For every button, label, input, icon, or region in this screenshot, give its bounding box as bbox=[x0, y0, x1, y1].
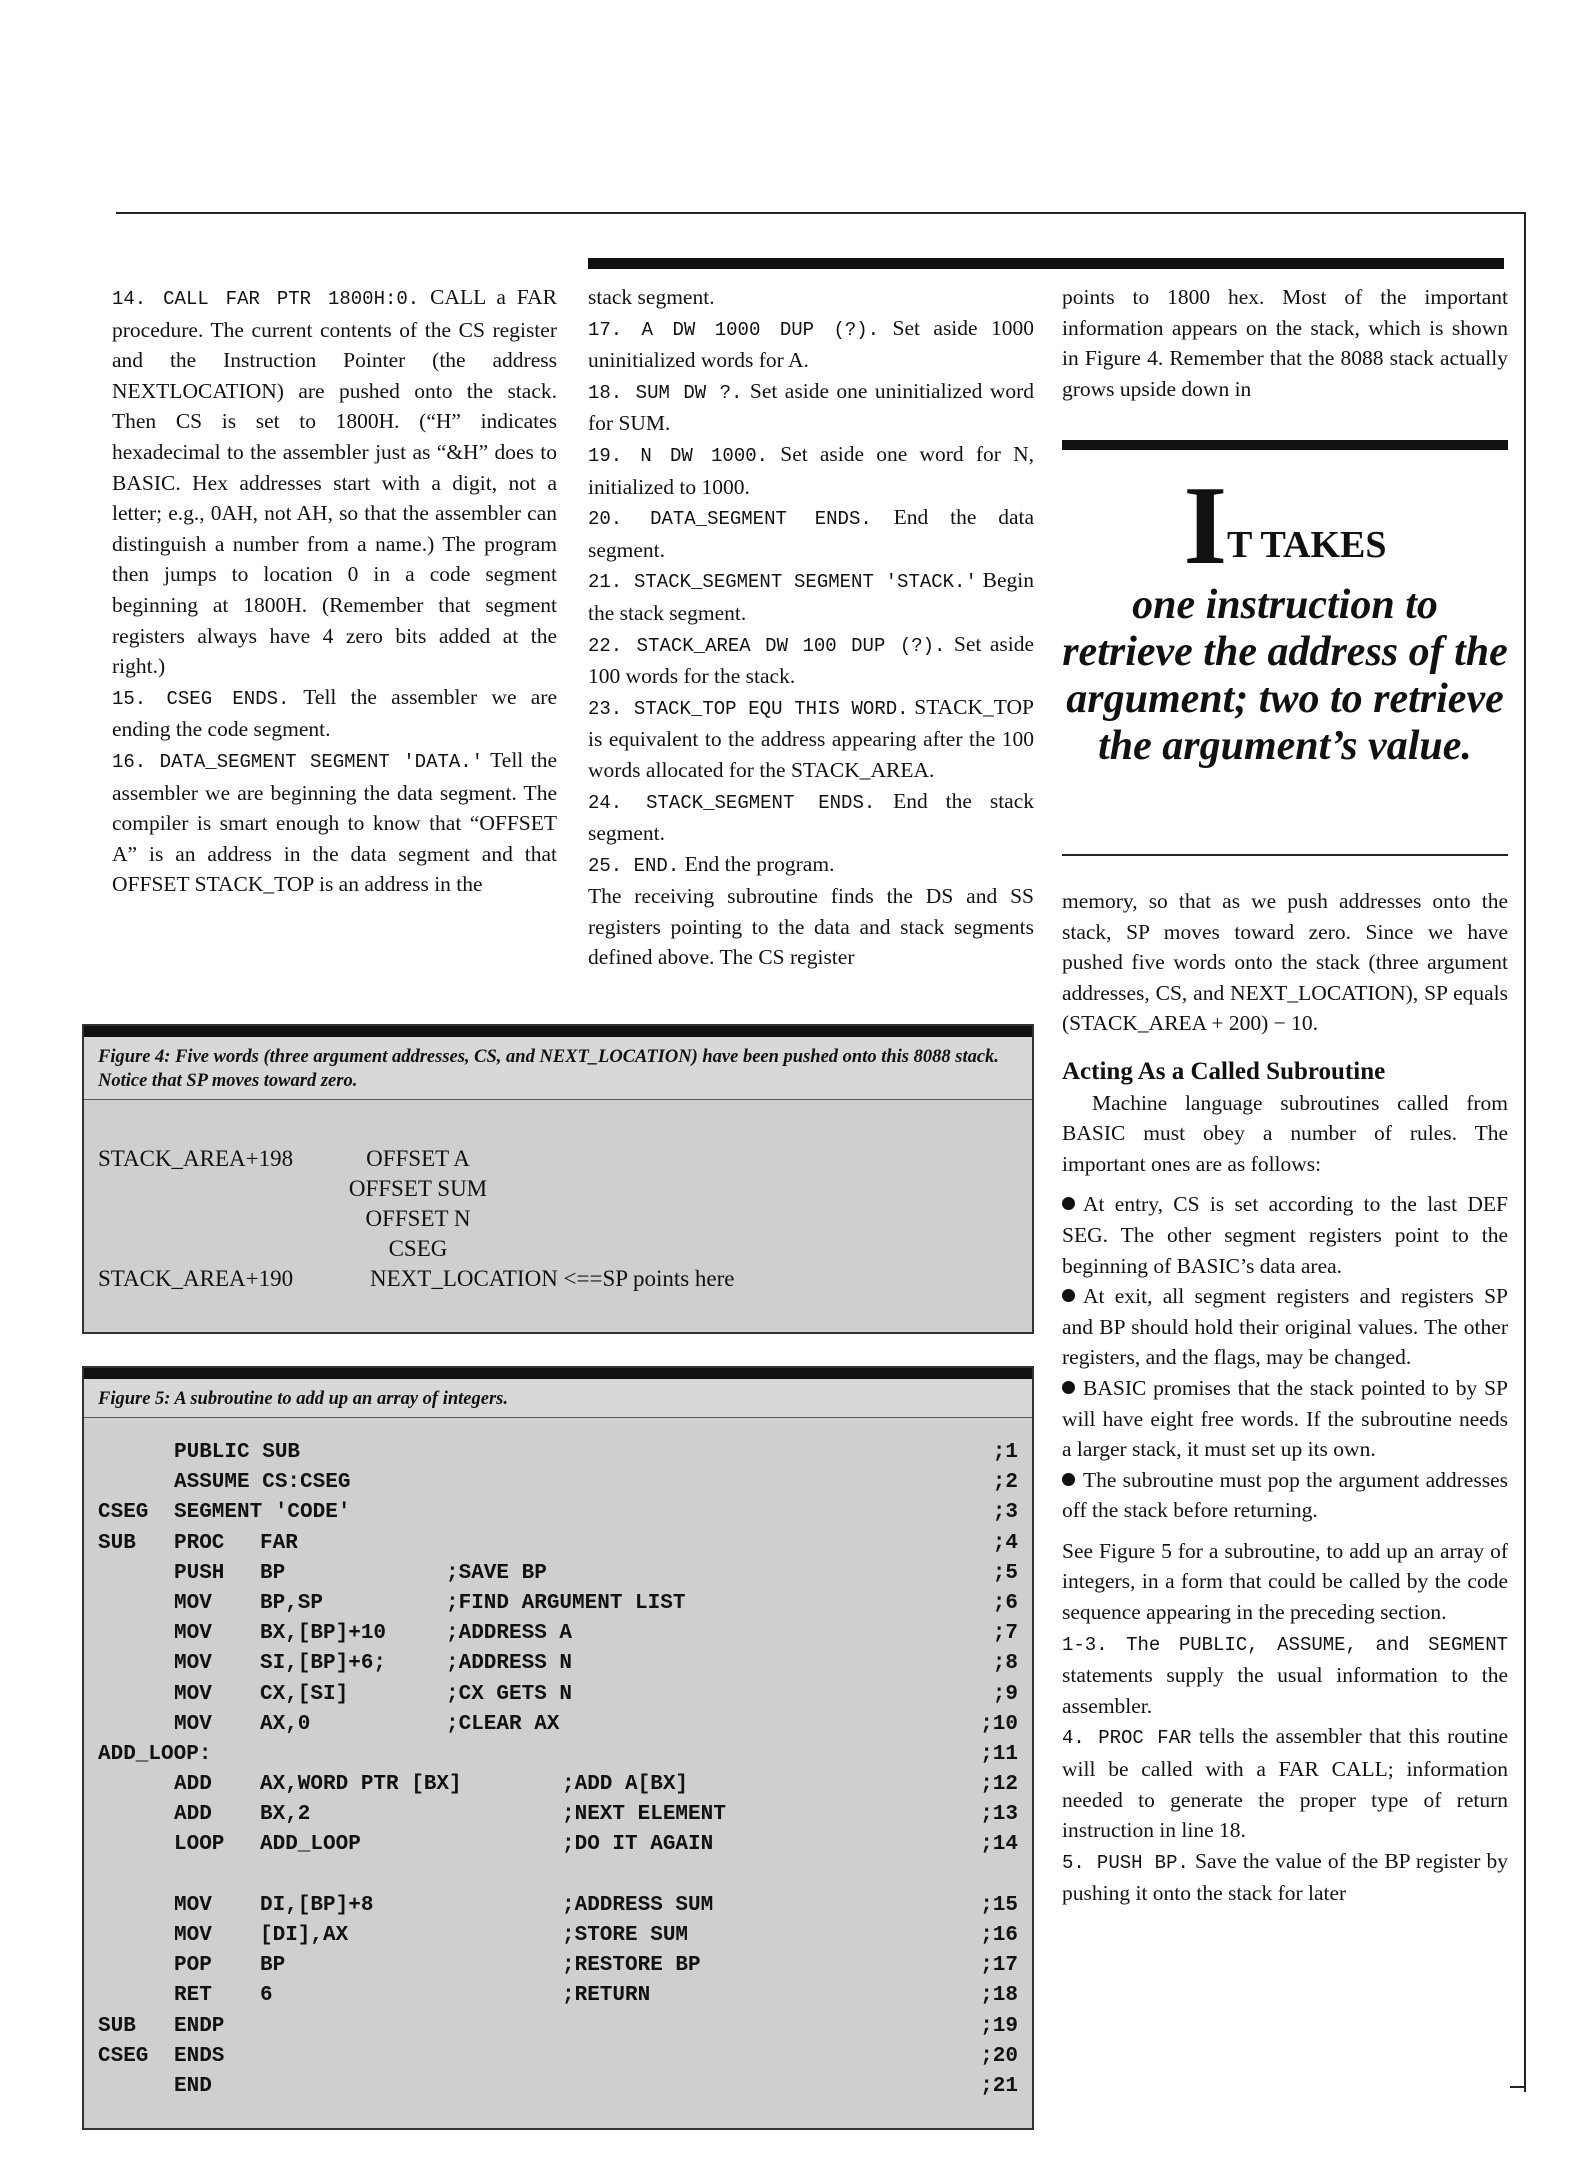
code-operands: BP,SP bbox=[260, 1591, 324, 1615]
code-line-number: ;6 bbox=[992, 1591, 1018, 1615]
code-opcode: PUBLIC SUB bbox=[174, 1441, 301, 1464]
page-bottom-rule bbox=[1510, 2086, 1526, 2088]
code-operands: BP bbox=[260, 1954, 286, 1978]
code-line bbox=[98, 1800, 1018, 1830]
rule-bullet-3: BASIC promises that the stack pointed to by SP will have eight free words. If the subroutine needs a larger stack, it must set up its own. bbox=[1062, 1375, 1508, 1462]
code-opcode: SEGMENT 'CODE' bbox=[174, 1501, 351, 1525]
code-line-number: ;17 bbox=[980, 1954, 1018, 1978]
code-opcode: MOV bbox=[174, 1622, 212, 1646]
code-operands: CX,[SI] bbox=[260, 1682, 349, 1706]
figure-5-caption: Figure 5: A subroutine to add up an array of integers. bbox=[84, 1379, 1032, 1418]
bullet-icon bbox=[1062, 1289, 1075, 1302]
continued-text: stack segment. bbox=[588, 285, 715, 309]
article-column-1 bbox=[112, 282, 557, 900]
code-opcode: MOV bbox=[174, 1682, 212, 1706]
code-comment: ;CX GETS N bbox=[446, 1682, 573, 1706]
stack-paragraph: points to 1800 hex. Most of the important information appears on the stack, which is shown in Figure 4. Remember that the 8088 stack actually grows upside down in bbox=[1062, 285, 1508, 401]
code-line bbox=[98, 1589, 1018, 1619]
code-line bbox=[98, 1951, 1018, 1981]
code-line-number: ;11 bbox=[980, 1742, 1018, 1766]
code-line-number: ;7 bbox=[992, 1622, 1018, 1646]
code-line-number: ;20 bbox=[980, 2044, 1018, 2068]
rule-bullet-4: The subroutine must pop the argument addresses off the stack before returning. bbox=[1062, 1467, 1508, 1523]
item-1-3: 1-3. The PUBLIC, ASSUME, and SEGMENT statements supply the usual information to the assembler. bbox=[1062, 1633, 1508, 1718]
item-5: 5. PUSH BP. Save the value of the BP register by pushing it onto the stack for later bbox=[1062, 1848, 1509, 1906]
code-line-number: ;2 bbox=[992, 1471, 1018, 1495]
pull-quote-lead: IT TAKES bbox=[1183, 464, 1387, 588]
item-17: 17. A DW 1000 DUP (?). Set aside 1000 uninitialized words for A. bbox=[588, 315, 1034, 373]
code-label: ADD_LOOP: bbox=[98, 1742, 212, 1766]
pull-quote-text: one instruction to retrieve the address of the argument; two to retrieve the argument’s value. bbox=[1062, 582, 1508, 769]
figure-5-top-bar bbox=[84, 1368, 1032, 1379]
code-label: SUB bbox=[98, 1531, 136, 1555]
code-line-number: ;9 bbox=[992, 1682, 1018, 1706]
code-opcode: POP bbox=[174, 1954, 212, 1978]
code-operands: DI,[BP]+8 bbox=[260, 1893, 374, 1917]
code-comment: ;ADDRESS N bbox=[446, 1652, 573, 1676]
stack-diagram bbox=[98, 1144, 1018, 1294]
article-column-2 bbox=[588, 282, 1034, 973]
code-line bbox=[98, 1529, 1018, 1559]
code-opcode: PUSH bbox=[174, 1561, 225, 1585]
code-line bbox=[98, 1921, 1018, 1951]
code-line bbox=[98, 1740, 1018, 1770]
code-opcode: MOV bbox=[174, 1924, 212, 1947]
code-opcode: ASSUME CS:CSEG bbox=[174, 1471, 351, 1495]
code-line bbox=[98, 1710, 1018, 1740]
code-opcode: ENDS bbox=[174, 2044, 225, 2068]
code-comment: ;STORE SUM bbox=[562, 1924, 689, 1947]
code-comment: ;DO IT AGAIN bbox=[562, 1833, 714, 1857]
item-16: 16. DATA_SEGMENT SEGMENT 'DATA.' Tell the assembler we are beginning the data segment. The compiler is smart enough to know that “OFFSET A” is an address in the data segment and that OFFSET STACK_TOP is an address in the bbox=[112, 747, 557, 897]
code-opcode: MOV bbox=[174, 1712, 212, 1736]
section-heading: Acting As a Called Subroutine bbox=[1062, 1057, 1386, 1085]
code-opcode: MOV bbox=[174, 1893, 212, 1917]
code-line-number: ;1 bbox=[992, 1441, 1018, 1464]
bullet-icon bbox=[1062, 1197, 1075, 1210]
code-comment: ;ADDRESS A bbox=[446, 1622, 573, 1646]
figure-4-caption: Figure 4: Five words (three argument addresses, CS, and NEXT_LOCATION) have been pushed onto this 8088 stack. Notice that SP moves toward zero. bbox=[84, 1037, 1032, 1100]
code-operands: SI,[BP]+6; bbox=[260, 1652, 387, 1676]
code-label: CSEG bbox=[98, 2044, 149, 2068]
code-line bbox=[98, 1680, 1018, 1710]
stack-row: STACK_AREA+198 OFFSET A bbox=[98, 1146, 470, 1171]
column-2-top-bar bbox=[588, 258, 1504, 269]
code-label: CSEG bbox=[98, 1501, 149, 1525]
code-opcode: ENDP bbox=[174, 2014, 225, 2038]
code-line-number: ;16 bbox=[980, 1924, 1018, 1947]
code-opcode: ADD bbox=[174, 1773, 212, 1797]
rule-bullet-2: At exit, all segment registers and registers SP and BP should hold their original values. The other registers, and the flags, may be changed. bbox=[1062, 1284, 1508, 1370]
code-line bbox=[98, 2072, 1018, 2102]
code-comment: ;ADDRESS SUM bbox=[562, 1893, 714, 1917]
code-comment: ;NEXT ELEMENT bbox=[562, 1803, 726, 1827]
code-line bbox=[98, 1649, 1018, 1679]
code-line-number: ;3 bbox=[992, 1501, 1018, 1525]
code-comment: ;RETURN bbox=[562, 1984, 651, 2008]
code-line-number: ;4 bbox=[992, 1531, 1018, 1555]
code-line-number: ;12 bbox=[980, 1773, 1018, 1797]
item-14: 14. CALL FAR PTR 1800H:0. CALL a FAR procedure. The current contents of the CS register and the Instruction Pointer (the address NEXTLOCATION) are pushed onto the stack. Then CS is set to 1800H. (“H” indicates hexadecimal to the assembler just as “&H” does to BASIC. Hex addresses start with a digit, not a letter; e.g., 0AH, not AH, so that the assembler can distinguish a number from a name.) The program then jumps to location 0 in a code segment beginning at 1800H. (Remember that segment registers always have 4 zero bits added at the right.) bbox=[112, 285, 557, 679]
item-22: 22. STACK_AREA DW 100 DUP (?). Set aside 100 words for the stack. bbox=[588, 631, 1034, 689]
code-comment: ;CLEAR AX bbox=[446, 1712, 560, 1736]
figure-4-top-bar bbox=[84, 1026, 1032, 1037]
code-opcode: MOV bbox=[174, 1591, 212, 1615]
code-line-number: ;15 bbox=[980, 1893, 1018, 1917]
code-label: SUB bbox=[98, 2014, 136, 2038]
item-20: 20. DATA_SEGMENT ENDS. End the data segment. bbox=[588, 505, 1035, 562]
code-operands: ADD_LOOP bbox=[260, 1833, 361, 1857]
code-line bbox=[98, 1891, 1018, 1921]
code-line bbox=[98, 2042, 1018, 2072]
stack-row: CSEG bbox=[388, 1236, 448, 1261]
code-opcode: ADD bbox=[174, 1803, 212, 1827]
code-comment: ;SAVE BP bbox=[446, 1561, 547, 1585]
code-operands: BX,[BP]+10 bbox=[260, 1622, 387, 1646]
bullet-icon bbox=[1062, 1381, 1075, 1394]
item-19: 19. N DW 1000. Set aside one word for N, initialized to 1000. bbox=[588, 441, 1034, 499]
code-line-number: ;14 bbox=[980, 1833, 1018, 1857]
item-4: 4. PROC FAR tells the assembler that this routine will be called with a FAR CALL; information needed to generate the proper type of return instruction in line 18. bbox=[1062, 1724, 1508, 1843]
stack-row: STACK_AREA+190 NEXT_LOCATION <==SP points here bbox=[98, 1266, 735, 1291]
code-operands: FAR bbox=[260, 1531, 298, 1555]
code-operands: [DI],AX bbox=[260, 1924, 349, 1947]
code-listing bbox=[98, 1438, 1018, 2102]
code-line bbox=[98, 1438, 1018, 1468]
code-line-number: ;13 bbox=[980, 1803, 1018, 1827]
figure-5 bbox=[82, 1366, 1034, 2130]
code-line bbox=[98, 1861, 1018, 1891]
code-line bbox=[98, 1498, 1018, 1528]
code-operands: BP bbox=[260, 1561, 286, 1585]
stack-row: OFFSET N bbox=[365, 1206, 471, 1231]
pull-quote bbox=[1062, 464, 1508, 770]
code-line bbox=[98, 1468, 1018, 1498]
code-line-number: ;8 bbox=[992, 1652, 1018, 1676]
receiving-subroutine-paragraph: The receiving subroutine finds the DS and SS registers pointing to the data and stack segments defined above. The CS register bbox=[588, 884, 1034, 970]
code-line bbox=[98, 1830, 1018, 1860]
bullet-icon bbox=[1062, 1473, 1075, 1486]
code-operands: AX,WORD PTR [BX] bbox=[260, 1773, 462, 1797]
code-comment: ;RESTORE BP bbox=[562, 1954, 701, 1978]
pullquote-top-bar bbox=[1062, 440, 1508, 450]
code-comment: ;FIND ARGUMENT LIST bbox=[446, 1591, 686, 1615]
code-line bbox=[98, 2012, 1018, 2042]
intro-paragraph: Machine language subroutines called from BASIC must obey a number of rules. The important ones are as follows: bbox=[1062, 1090, 1508, 1176]
code-line-number: ;19 bbox=[980, 2014, 1018, 2038]
code-opcode: END bbox=[174, 2074, 212, 2098]
item-23: 23. STACK_TOP EQU THIS WORD. STACK_TOP is equivalent to the address appearing after the 100 words allocated for the STACK_AREA. bbox=[588, 694, 1034, 782]
item-15: 15. CSEG ENDS. Tell the assembler we are ending the code segment. bbox=[112, 684, 557, 742]
figure-4 bbox=[82, 1024, 1034, 1334]
code-line-number: ;5 bbox=[992, 1561, 1018, 1585]
code-opcode: LOOP bbox=[174, 1833, 225, 1857]
code-operands: AX,0 bbox=[260, 1712, 311, 1736]
code-line-number: ;10 bbox=[980, 1712, 1018, 1736]
code-line-number: ;18 bbox=[980, 1984, 1018, 2008]
code-line bbox=[98, 1770, 1018, 1800]
item-24: 24. STACK_SEGMENT ENDS. End the stack segment. bbox=[588, 788, 1034, 846]
page-right-rule bbox=[1524, 212, 1526, 2092]
code-opcode: MOV bbox=[174, 1652, 212, 1676]
article-column-3-top bbox=[1062, 282, 1508, 404]
memory-paragraph: memory, so that as we push addresses onto the stack, SP moves toward zero. Since we have pushed five words onto the stack (three argument addresses, CS, and NEXT_LOCATION), SP equals (STACK_AREA + 200) − 10. bbox=[1062, 889, 1508, 1036]
code-operands: BX,2 bbox=[260, 1803, 311, 1827]
code-line bbox=[98, 1981, 1018, 2011]
page-top-rule bbox=[116, 212, 1526, 214]
article-column-3 bbox=[1062, 886, 1508, 1909]
item-18: 18. SUM DW ?. Set aside one uninitialized word for SUM. bbox=[588, 378, 1035, 436]
code-line bbox=[98, 1559, 1018, 1589]
rule-bullet-1: At entry, CS is set according to the last DEF SEG. The other segment registers point to the beginning of BASIC’s data area. bbox=[1062, 1192, 1508, 1278]
code-operands: 6 bbox=[260, 1984, 273, 2008]
code-line bbox=[98, 1619, 1018, 1649]
code-line-number: ;21 bbox=[980, 2074, 1018, 2098]
item-25: 25. END. End the program. bbox=[588, 851, 835, 877]
code-opcode: PROC bbox=[174, 1531, 225, 1555]
code-opcode: RET bbox=[174, 1984, 212, 2008]
item-21: 21. STACK_SEGMENT SEGMENT 'STACK.' Begin the stack segment. bbox=[588, 568, 1034, 625]
code-comment: ;ADD A[BX] bbox=[562, 1773, 689, 1797]
pullquote-bottom-rule bbox=[1062, 854, 1508, 856]
see-figure-paragraph: See Figure 5 for a subroutine, to add up an array of integers, in a form that could be called by the code sequence appearing in the preceding section. bbox=[1062, 1538, 1508, 1625]
stack-row: OFFSET SUM bbox=[348, 1176, 488, 1201]
